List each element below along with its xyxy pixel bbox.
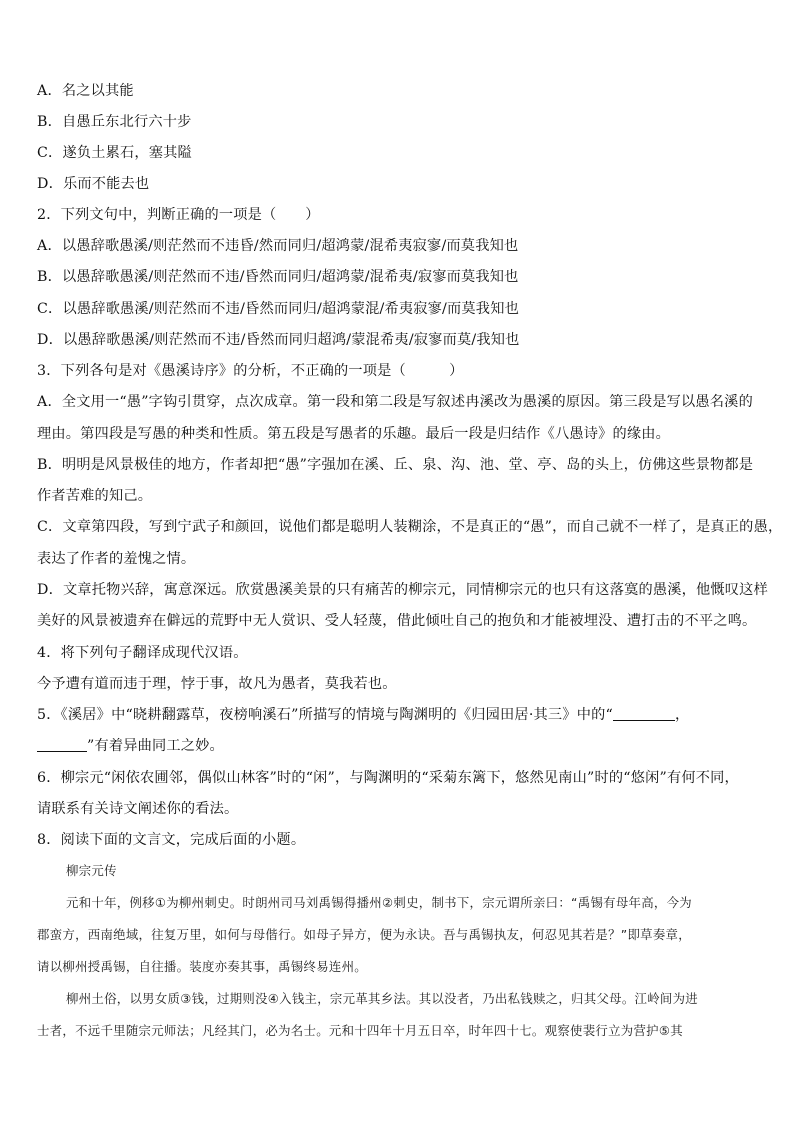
passage-p1-line3: 请以柳州授禹锡，自往播。装度亦奏其事，禹锡终易连州。 [37, 959, 367, 974]
q5-blank-1 [613, 706, 675, 721]
q5-comma: ， [674, 707, 690, 723]
q3-option-d-line1: D．文章托物兴辞，寓意深远。欣赏愚溪美景的只有痛苦的柳宗元，同情柳宗元的也只有这落寞的愚溪，他慨叹这样 [37, 582, 768, 598]
passage-p2-line1: 柳州土俗，以男女质③钱，过期则没④入钱主，宗元革其乡法。其以没者，乃出私钱赎之，归其父母。江岭间为进 [66, 991, 698, 1006]
passage-p1-line2: 郡蛮方，西南绝域，往复万里，如何与母偕行。如母子异方，便为永诀。吾与禹锡执友，何忍见其若是？”即草奏章， [37, 927, 691, 942]
q1-option-c: C．遂负土累石，塞其隘 [37, 145, 192, 161]
q1-option-a: A．名之以其能 [37, 83, 134, 99]
q8-stem: 8．阅读下面的文言文，完成后面的小题。 [37, 832, 306, 848]
passage-p1-line1: 元和十年，例移①为柳州刺史。时朗州司马刘禹锡得播州②刺史，制书下，宗元谓所亲曰：“禹锡有母年高，今为 [66, 895, 692, 910]
q5-text-end: ”有着异曲同工之妙。 [87, 738, 224, 754]
q4-stem: 4．将下列句子翻译成现代汉语。 [37, 645, 248, 661]
q2-option-b: B．以愚辞歌愚溪/则茫然而不违/昏然而同归/超鸿蒙/混希夷/寂寥而莫我知也 [37, 269, 519, 285]
q3-option-b-line1: B．明明是风景极佳的地方，作者却把“愚”字强加在溪、丘、泉、沟、池、堂、亭、岛的头上，仿佛这些景物都是 [37, 457, 754, 473]
q6-line2: 请联系有关诗文阐述你的看法。 [37, 801, 239, 817]
q3-option-d-line2: 美好的风景被遗弃在僻远的荒野中无人赏识、受人轻蔑，借此倾吐自己的抱负和才能被埋没、遭打击的不平之鸣。 [37, 613, 757, 629]
q3-stem: 3．下列各句是对《愚溪诗序》的分析，不正确的一项是（ ） [37, 363, 464, 379]
passage-p2-line2: 士者，不远千里随宗元师法；凡经其门，必为名士。元和十四年十月五日卒，时年四十七。观察使裴行立为营护⑤其 [37, 1023, 683, 1038]
q3-option-a-line2: 理由。第四段是写愚的种类和性质。第五段是写愚者的乐趣。最后一段是归结作《八愚诗》的缘由。 [37, 426, 671, 442]
q5-line1 [37, 705, 689, 725]
q4-sentence: 今予遭有道而违于理，悖于事，故凡为愚者，莫我若也。 [37, 676, 397, 692]
q3-option-b-line2: 作者苦难的知己。 [37, 488, 153, 504]
q2-option-d: D．以愚辞歌愚溪/则茫然而不违/昏然而同归超鸿/蒙混希夷/寂寥而莫/我知也 [37, 332, 520, 348]
q3-option-a-line1: A．全文用一“愚”字钩引贯穿，点次成章。第一段和第二段是写叙述冉溪改为愚溪的原因。第三段是写以愚名溪的 [37, 394, 753, 410]
q2-option-c: C．以愚辞歌愚溪/则茫然而不违/昏然而同归/超鸿蒙混/希夷寂寥/而莫我知也 [37, 301, 519, 317]
q1-option-d: D．乐而不能去也 [37, 176, 150, 192]
q3-option-c-line1: C．文章第四段，写到宁武子和颜回，说他们都是聪明人装糊涂，不是真正的“愚”，而自己就不一样了，是真正的愚， [37, 519, 783, 535]
q3-option-c-line2: 表达了作者的羞愧之情。 [37, 551, 196, 567]
q5-blank-2 [37, 737, 87, 752]
q6-line1: 6．柳宗元“闲依农圃邻，偶似山林客”时的“闲”，与陶渊明的“采菊东篱下，悠然见南山”时的“悠闲”有何不同， [37, 770, 739, 786]
q5-text: 5．《溪居》中“晓耕翻露草，夜榜响溪石”所描写的情境与陶渊明的《归园田居·其三》中的“ [37, 707, 613, 723]
q5-line2 [37, 736, 224, 756]
passage-title: 柳宗元传 [66, 863, 117, 878]
q2-stem: 2．下列文句中，判断正确的一项是（ ） [37, 207, 320, 223]
q1-option-b: B．自愚丘东北行六十步 [37, 114, 192, 130]
q2-option-a: A．以愚辞歌愚溪/则茫然而不违昏/然而同归/超鸿蒙/混希夷寂寥/而莫我知也 [37, 238, 519, 254]
